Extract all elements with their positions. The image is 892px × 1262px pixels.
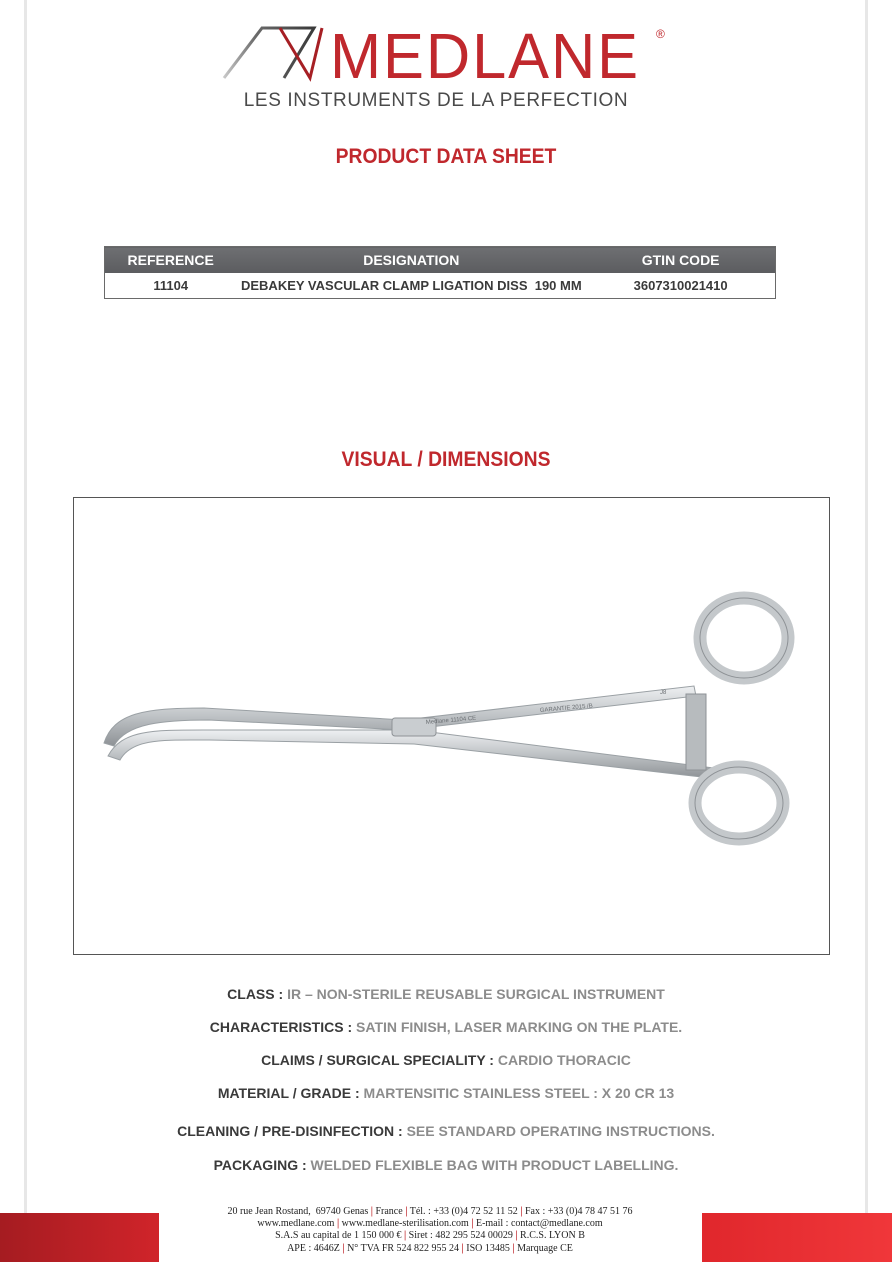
footer-line-registration (170, 1243, 690, 1255)
footer-separator: | (461, 1242, 464, 1254)
footer-vat: N° TVA FR 524 822 955 24 (347, 1242, 460, 1254)
product-sheet-title: PRODUCT DATA SHEET (335, 145, 557, 168)
spec-separator: : (485, 1052, 498, 1068)
header-reference: REFERENCE (105, 247, 237, 274)
footer-iso: ISO 13485 (466, 1242, 510, 1254)
footer-separator: | (512, 1242, 515, 1254)
spec-separator: : (394, 1123, 407, 1139)
product-reference-table (104, 246, 776, 299)
spec-value: IR – NON-STERILE REUSABLE SURGICAL INSTRUMENT (287, 986, 665, 1002)
footer-separator: | (342, 1242, 345, 1254)
registered-mark: ® (656, 27, 665, 41)
spec-value: SATIN FINISH, LASER MARKING ON THE PLATE. (356, 1019, 683, 1035)
spec-claims (0, 1052, 892, 1068)
footer-capital: S.A.S au capital de 1 150 000 € (275, 1230, 402, 1242)
footer-separator: | (471, 1218, 474, 1230)
footer-country: France (375, 1206, 403, 1217)
spec-label: CLASS (227, 986, 275, 1002)
spec-separator: : (343, 1019, 357, 1035)
spec-label: PACKAGING (213, 1157, 299, 1173)
cell-gtin: 3607310021410 (633, 278, 728, 293)
footer-ape: APE : 4646Z (287, 1242, 340, 1254)
marking-text: GARANTIE 2015 /B (539, 703, 594, 714)
logo-wordmark: MEDLANE (330, 24, 640, 86)
company-footer (170, 1206, 690, 1255)
spec-class (0, 986, 892, 1002)
footer-line-address (170, 1206, 690, 1218)
header-gtin-code: GTIN CODE (586, 247, 775, 274)
spec-separator: : (298, 1157, 311, 1173)
table-header-row (105, 247, 776, 274)
footer-sterilisation-link[interactable]: www.medlane-sterilisation.com (341, 1218, 469, 1230)
spec-value: WELDED FLEXIBLE BAG WITH PRODUCT LABELLING. (310, 1157, 679, 1173)
brand-tagline: LES INSTRUMENTS DE LA PERFECTION (243, 90, 629, 111)
footer-rcs: R.C.S. LYON B (520, 1230, 585, 1242)
spec-characteristics (0, 1019, 892, 1035)
spec-separator: : (351, 1085, 364, 1101)
footer-red-band-left (0, 1213, 159, 1262)
product-image-frame (73, 497, 830, 955)
footer-separator: | (405, 1206, 408, 1217)
spec-label: CLEANING / PRE-DISINFECTION (177, 1123, 395, 1139)
spec-label: CHARACTERISTICS (209, 1019, 344, 1035)
footer-separator: | (515, 1230, 518, 1242)
spec-label: CLAIMS / SURGICAL SPECIALITY (261, 1052, 486, 1068)
footer-separator: | (336, 1218, 340, 1230)
footer-email-link[interactable]: E-mail : contact@medlane.com (475, 1218, 603, 1230)
small-mark-text: J8 (660, 690, 667, 696)
footer-line-legal (170, 1230, 690, 1242)
footer-address: 20 rue Jean Rostand, 69740 Genas (227, 1206, 369, 1217)
spec-label: MATERIAL / GRADE (217, 1085, 352, 1101)
footer-separator: | (520, 1206, 523, 1217)
footer-red-band-right (702, 1213, 892, 1262)
footer-line-web (170, 1218, 690, 1230)
footer-fax: Fax : +33 (0)4 78 47 51 76 (524, 1206, 633, 1217)
cell-reference: 11104 (153, 278, 189, 293)
spec-value: CARDIO THORACIC (497, 1052, 631, 1068)
engraving-text: Medlane 11104 CE (425, 715, 477, 726)
spec-packaging (0, 1157, 892, 1173)
spec-value: MARTENSITIC STAINLESS STEEL : X 20 CR 13 (363, 1085, 675, 1101)
surgical-clamp-image (74, 498, 831, 956)
footer-website-link[interactable]: www.medlane.com (257, 1218, 335, 1230)
spec-cleaning (0, 1123, 892, 1139)
footer-siret: Siret : 482 295 524 00029 (408, 1230, 513, 1242)
spec-value: SEE STANDARD OPERATING INSTRUCTIONS. (406, 1123, 715, 1139)
visual-dimensions-title: VISUAL / DIMENSIONS (341, 448, 551, 471)
spec-separator: : (274, 986, 288, 1002)
table-row (105, 273, 776, 299)
spec-material (0, 1085, 892, 1101)
footer-separator: | (403, 1230, 407, 1242)
footer-separator: | (370, 1206, 373, 1217)
cell-designation: DEBAKEY VASCULAR CLAMP LIGATION DISS 190 MM (240, 278, 582, 293)
footer-ce-marking: Marquage CE (517, 1242, 573, 1254)
footer-phone: Tél. : +33 (0)4 72 52 11 52 (409, 1206, 518, 1217)
medlane-logo (222, 24, 672, 86)
header-designation: DESIGNATION (236, 247, 586, 274)
